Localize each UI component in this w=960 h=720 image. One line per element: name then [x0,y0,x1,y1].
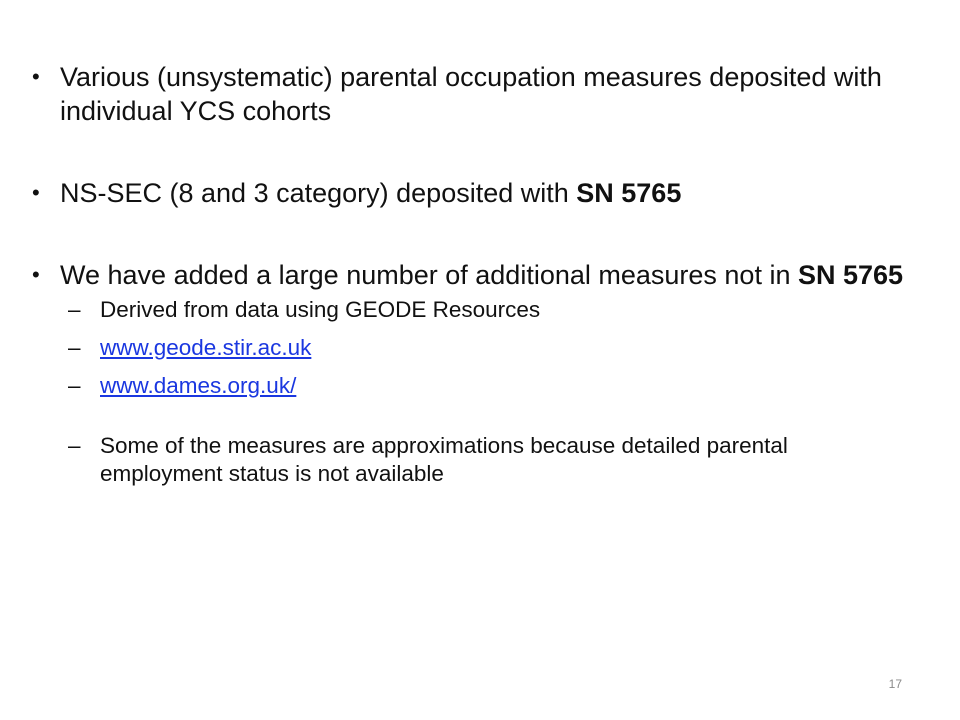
sub-item-text: Derived from data using GEODE Resources [100,297,541,322]
bullet-text: Various (unsystematic) parental occupation measures deposited with individual YCS cohorts [60,62,882,126]
sub-item-dames-link [60,372,910,400]
sub-item-text: Some of the measures are approximations because detailed parental employment status is not available [100,433,788,486]
dash-icon: – [68,335,81,360]
dash-icon: – [68,297,81,322]
bullet-icon: • [32,64,40,89]
dash-icon: – [68,433,81,458]
bullet-icon: • [32,180,40,205]
sub-list [60,296,910,488]
bullet-list [30,60,910,498]
dash-icon: – [68,373,81,398]
bullet-text: NS-SEC (8 and 3 category) deposited with [60,178,577,208]
bullet-bold-text: SN 5765 [797,260,904,290]
bullet-text: We have added a large number of additional measures not in [60,260,798,290]
bullet-item-ns-sec [30,176,910,210]
bullet-bold-text: SN 5765 [576,178,682,208]
sub-item-approximations-note [60,432,910,488]
bullet-item-additional-measures [30,258,910,488]
bullet-icon: • [32,262,40,287]
page-number: 17 [888,677,902,691]
bullet-item-occupation-measures [30,60,910,128]
sub-item-derived [60,296,910,324]
sub-item-geode-link [60,334,910,362]
geode-link[interactable]: www.geode.stir.ac.uk [100,335,312,360]
dames-link[interactable]: www.dames.org.uk/ [100,373,297,398]
